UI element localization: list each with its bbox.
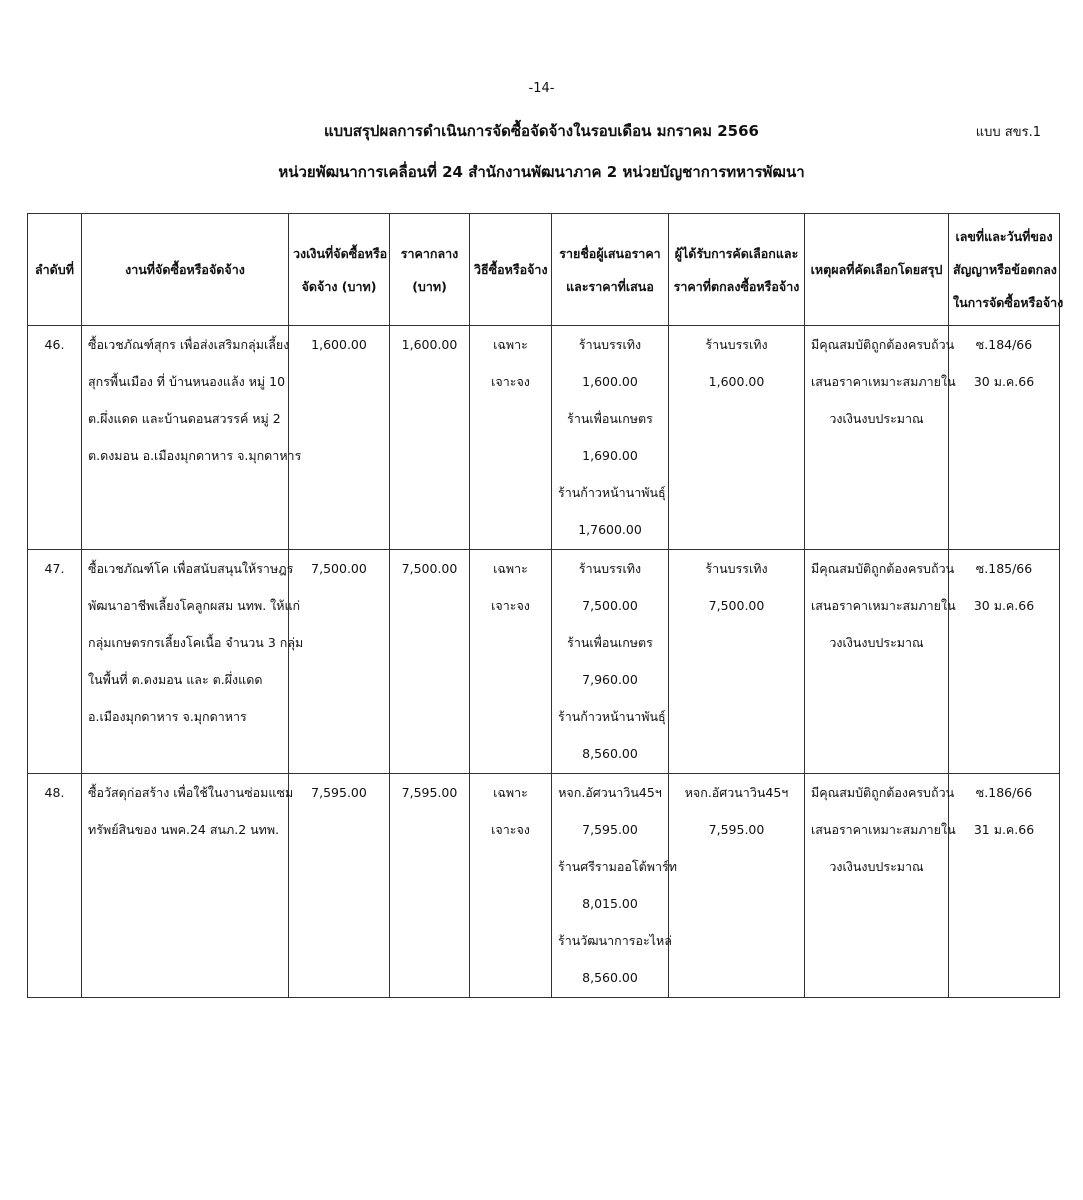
row-selected: ร้านบรรเทิง 1,600.00: [669, 326, 805, 550]
col-header-reason: เหตุผลที่คัดเลือกโดยสรุป: [805, 214, 949, 326]
row-reason: มีคุณสมบัติถูกต้องครบถ้วน เสนอราคาเหมาะสมภายใน วงเงินงบประมาณ: [805, 550, 949, 774]
row-selected: ร้านบรรเทิง 7,500.00: [669, 550, 805, 774]
col-header-sequence: ลำดับที่: [28, 214, 82, 326]
row-contract: ซ.184/66 30 ม.ค.66: [949, 326, 1060, 550]
row-median-price: 7,595.00: [390, 774, 470, 998]
col-header-budget: วงเงินที่จัดซื้อหรือ จัดจ้าง (บาท): [289, 214, 390, 326]
col-header-method: วิธีซื้อหรือจ้าง: [470, 214, 552, 326]
document-title: แบบสรุปผลการดำเนินการจัดซื้อจัดจ้างในรอบเดือน มกราคม 2566: [324, 122, 759, 140]
row-budget: 7,500.00: [289, 550, 390, 774]
table-row: [28, 774, 1060, 998]
row-bidders: ร้านบรรเทิง 1,600.00 ร้านเพื่อนเกษตร 1,690.00 ร้านก้าวหน้านาพันธุ์ 1,7600.00: [552, 326, 669, 550]
row-sequence: 48.: [28, 774, 82, 998]
row-reason: มีคุณสมบัติถูกต้องครบถ้วน เสนอราคาเหมาะสมภายใน วงเงินงบประมาณ: [805, 326, 949, 550]
table-header-row: [28, 214, 1060, 326]
row-work-item: ซื้อเวชภัณฑ์สุกร เพื่อส่งเสริมกลุ่มเลี้ยง สุกรพื้นเมือง ที่ บ้านหนองแล้ง หมู่ 10 ต.ผึ่งแดด และบ้านดอนสวรรค์ หมู่ 2 ต.ดงมอน อ.เมืองมุกดาหาร จ.มุกดาหาร: [82, 326, 289, 550]
table-row: [28, 326, 1060, 550]
row-budget: 1,600.00: [289, 326, 390, 550]
row-method: เฉพาะเจาะจง: [470, 774, 552, 998]
page-number: -14-: [528, 81, 555, 96]
row-contract: ซ.185/66 30 ม.ค.66: [949, 550, 1060, 774]
table-row: [28, 550, 1060, 774]
row-reason: มีคุณสมบัติถูกต้องครบถ้วน เสนอราคาเหมาะสมภายใน วงเงินงบประมาณ: [805, 774, 949, 998]
row-contract: ซ.186/66 31 ม.ค.66: [949, 774, 1060, 998]
row-selected: หจก.อัศวนาวิน45ฯ 7,595.00: [669, 774, 805, 998]
col-header-selected: ผู้ได้รับการคัดเลือกและ ราคาที่ตกลงซื้อหรือจ้าง: [669, 214, 805, 326]
row-median-price: 7,500.00: [390, 550, 470, 774]
form-code: แบบ สขร.1: [975, 125, 1041, 140]
row-work-item: ซื้อวัสดุก่อสร้าง เพื่อใช้ในงานซ่อมแซม ทรัพย์สินของ นพค.24 สนภ.2 นทพ.: [82, 774, 289, 998]
row-sequence: 46.: [28, 326, 82, 550]
row-bidders: หจก.อัศวนาวิน45ฯ 7,595.00 ร้านศรีรามออโต้พาร์ท 8,015.00 ร้านวัฒนาการอะไหล่ 8,560.00: [552, 774, 669, 998]
row-budget: 7,595.00: [289, 774, 390, 998]
row-sequence: 47.: [28, 550, 82, 774]
document-subtitle: หน่วยพัฒนาการเคลื่อนที่ 24 สำนักงานพัฒนาภาค 2 หน่วยบัญชาการทหารพัฒนา: [278, 163, 805, 181]
row-median-price: 1,600.00: [390, 326, 470, 550]
col-header-bidders: รายชื่อผู้เสนอราคา และราคาที่เสนอ: [552, 214, 669, 326]
col-header-contract: เลขที่และวันที่ของ สัญญาหรือข้อตกลง ในการจัดซื้อหรือจ้าง: [949, 214, 1060, 326]
col-header-median-price: ราคากลาง (บาท): [390, 214, 470, 326]
row-method: เฉพาะเจาะจง: [470, 326, 552, 550]
procurement-summary-table: [27, 213, 1064, 998]
col-header-work-item: งานที่จัดซื้อหรือจัดจ้าง: [82, 214, 289, 326]
row-work-item: ซื้อเวชภัณฑ์โค เพื่อสนับสนุนให้ราษฎร พัฒนาอาชีพเลี้ยงโคลูกผสม นทพ. ให้แก่ กลุ่มเกษตรกรเลี้ยงโคเนื้อ จำนวน 3 กลุ่ม ในพื้นที่ ต.ดงมอน และ ต.ผึ่งแดด อ.เมืองมุกดาหาร จ.มุกดาหาร: [82, 550, 289, 774]
row-method: เฉพาะเจาะจง: [470, 550, 552, 774]
row-bidders: ร้านบรรเทิง 7,500.00 ร้านเพื่อนเกษตร 7,960.00 ร้านก้าวหน้านาพันธุ์ 8,560.00: [552, 550, 669, 774]
